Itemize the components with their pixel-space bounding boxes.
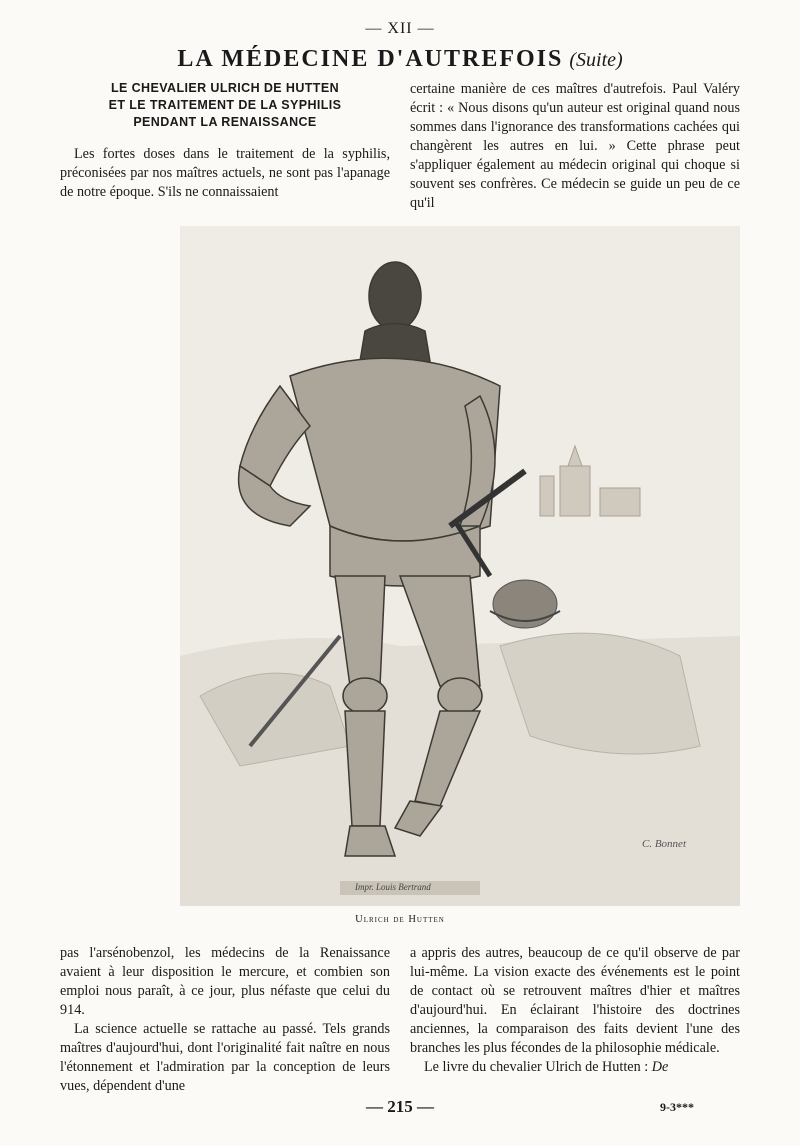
paragraph-bottom-right-2-text: Le livre du chevalier Ulrich de Hutten : xyxy=(424,1059,652,1075)
heading-line-2: ET LE TRAITEMENT DE LA SYPHILIS xyxy=(108,98,342,112)
heading-line-1: LE CHEVALIER ULRICH DE HUTTEN xyxy=(110,81,340,95)
heading-line-3: PENDANT LA RENAISSANCE xyxy=(133,115,317,129)
column-left-bottom xyxy=(60,944,390,1096)
paragraph-bottom-left-2: La science actuelle se rattache au passé. Tels grands maîtres d'aujourd'hui, dont l'originalité fait naître en nous l'étonnement et l'admiration par la conception de leurs vues, dépendent d'une xyxy=(60,1021,390,1094)
paragraph-bottom-right-2 xyxy=(410,1058,740,1077)
figure-caption: Ulrich de Hutten xyxy=(355,914,445,925)
column-right-top xyxy=(410,80,740,213)
illustration-knight-armor xyxy=(180,226,740,906)
page-number: — 215 — xyxy=(366,1097,434,1116)
page-folio: — XII — xyxy=(365,20,435,37)
paragraph-bottom-left-1: pas l'arsénobenzol, les médecins de la Renaissance avaient à leur disposition le mercure, et combien son emploi nous paraît, à ce jour, plus néfaste que celui du 914. xyxy=(60,945,390,1018)
signature-code: 9-3*** xyxy=(660,1100,694,1114)
artist-signature: C. Bonnet xyxy=(642,838,686,850)
title-main: LA MÉDECINE D'AUTREFOIS xyxy=(177,46,564,72)
paragraph-top-right: certaine manière de ces maîtres d'autrefois. Paul Valéry écrit : « Nous disons qu'un auteur est original quand nous sommes dans l'ignorance des transformations cachées qui changèrent les autres en lui. » Cette phrase peut s'appliquer également au médecin original qui choque si souvent ses confrères. Ce médecin se guide un peu de ce qu'il xyxy=(410,81,740,211)
paragraph-bottom-right-2-italic: De xyxy=(651,1059,669,1075)
title-suffix: (Suite) xyxy=(569,49,623,71)
paragraph-top-left: Les fortes doses dans le traitement de la syphilis, préconisées par nos maîtres actuels, ne sont pas l'apanage de notre époque. S'ils ne connaissaient xyxy=(60,146,390,200)
page-title xyxy=(0,46,800,73)
printer-mark: Impr. Louis Bertrand xyxy=(355,882,431,892)
column-left-top xyxy=(60,80,390,202)
article-heading xyxy=(60,80,390,131)
column-right-bottom xyxy=(410,944,740,1077)
paragraph-bottom-right-1: a appris des autres, beaucoup de ce qu'il observe de par lui-même. La vision exacte des événements est le point de contact où se retrouvent maîtres d'hier et maîtres d'aujourd'hui. En éclairant l'histoire des doctrines anciennes, la comparaison des faits devient l'une des branches les plus fécondes de la philosophie médicale. xyxy=(410,945,740,1056)
